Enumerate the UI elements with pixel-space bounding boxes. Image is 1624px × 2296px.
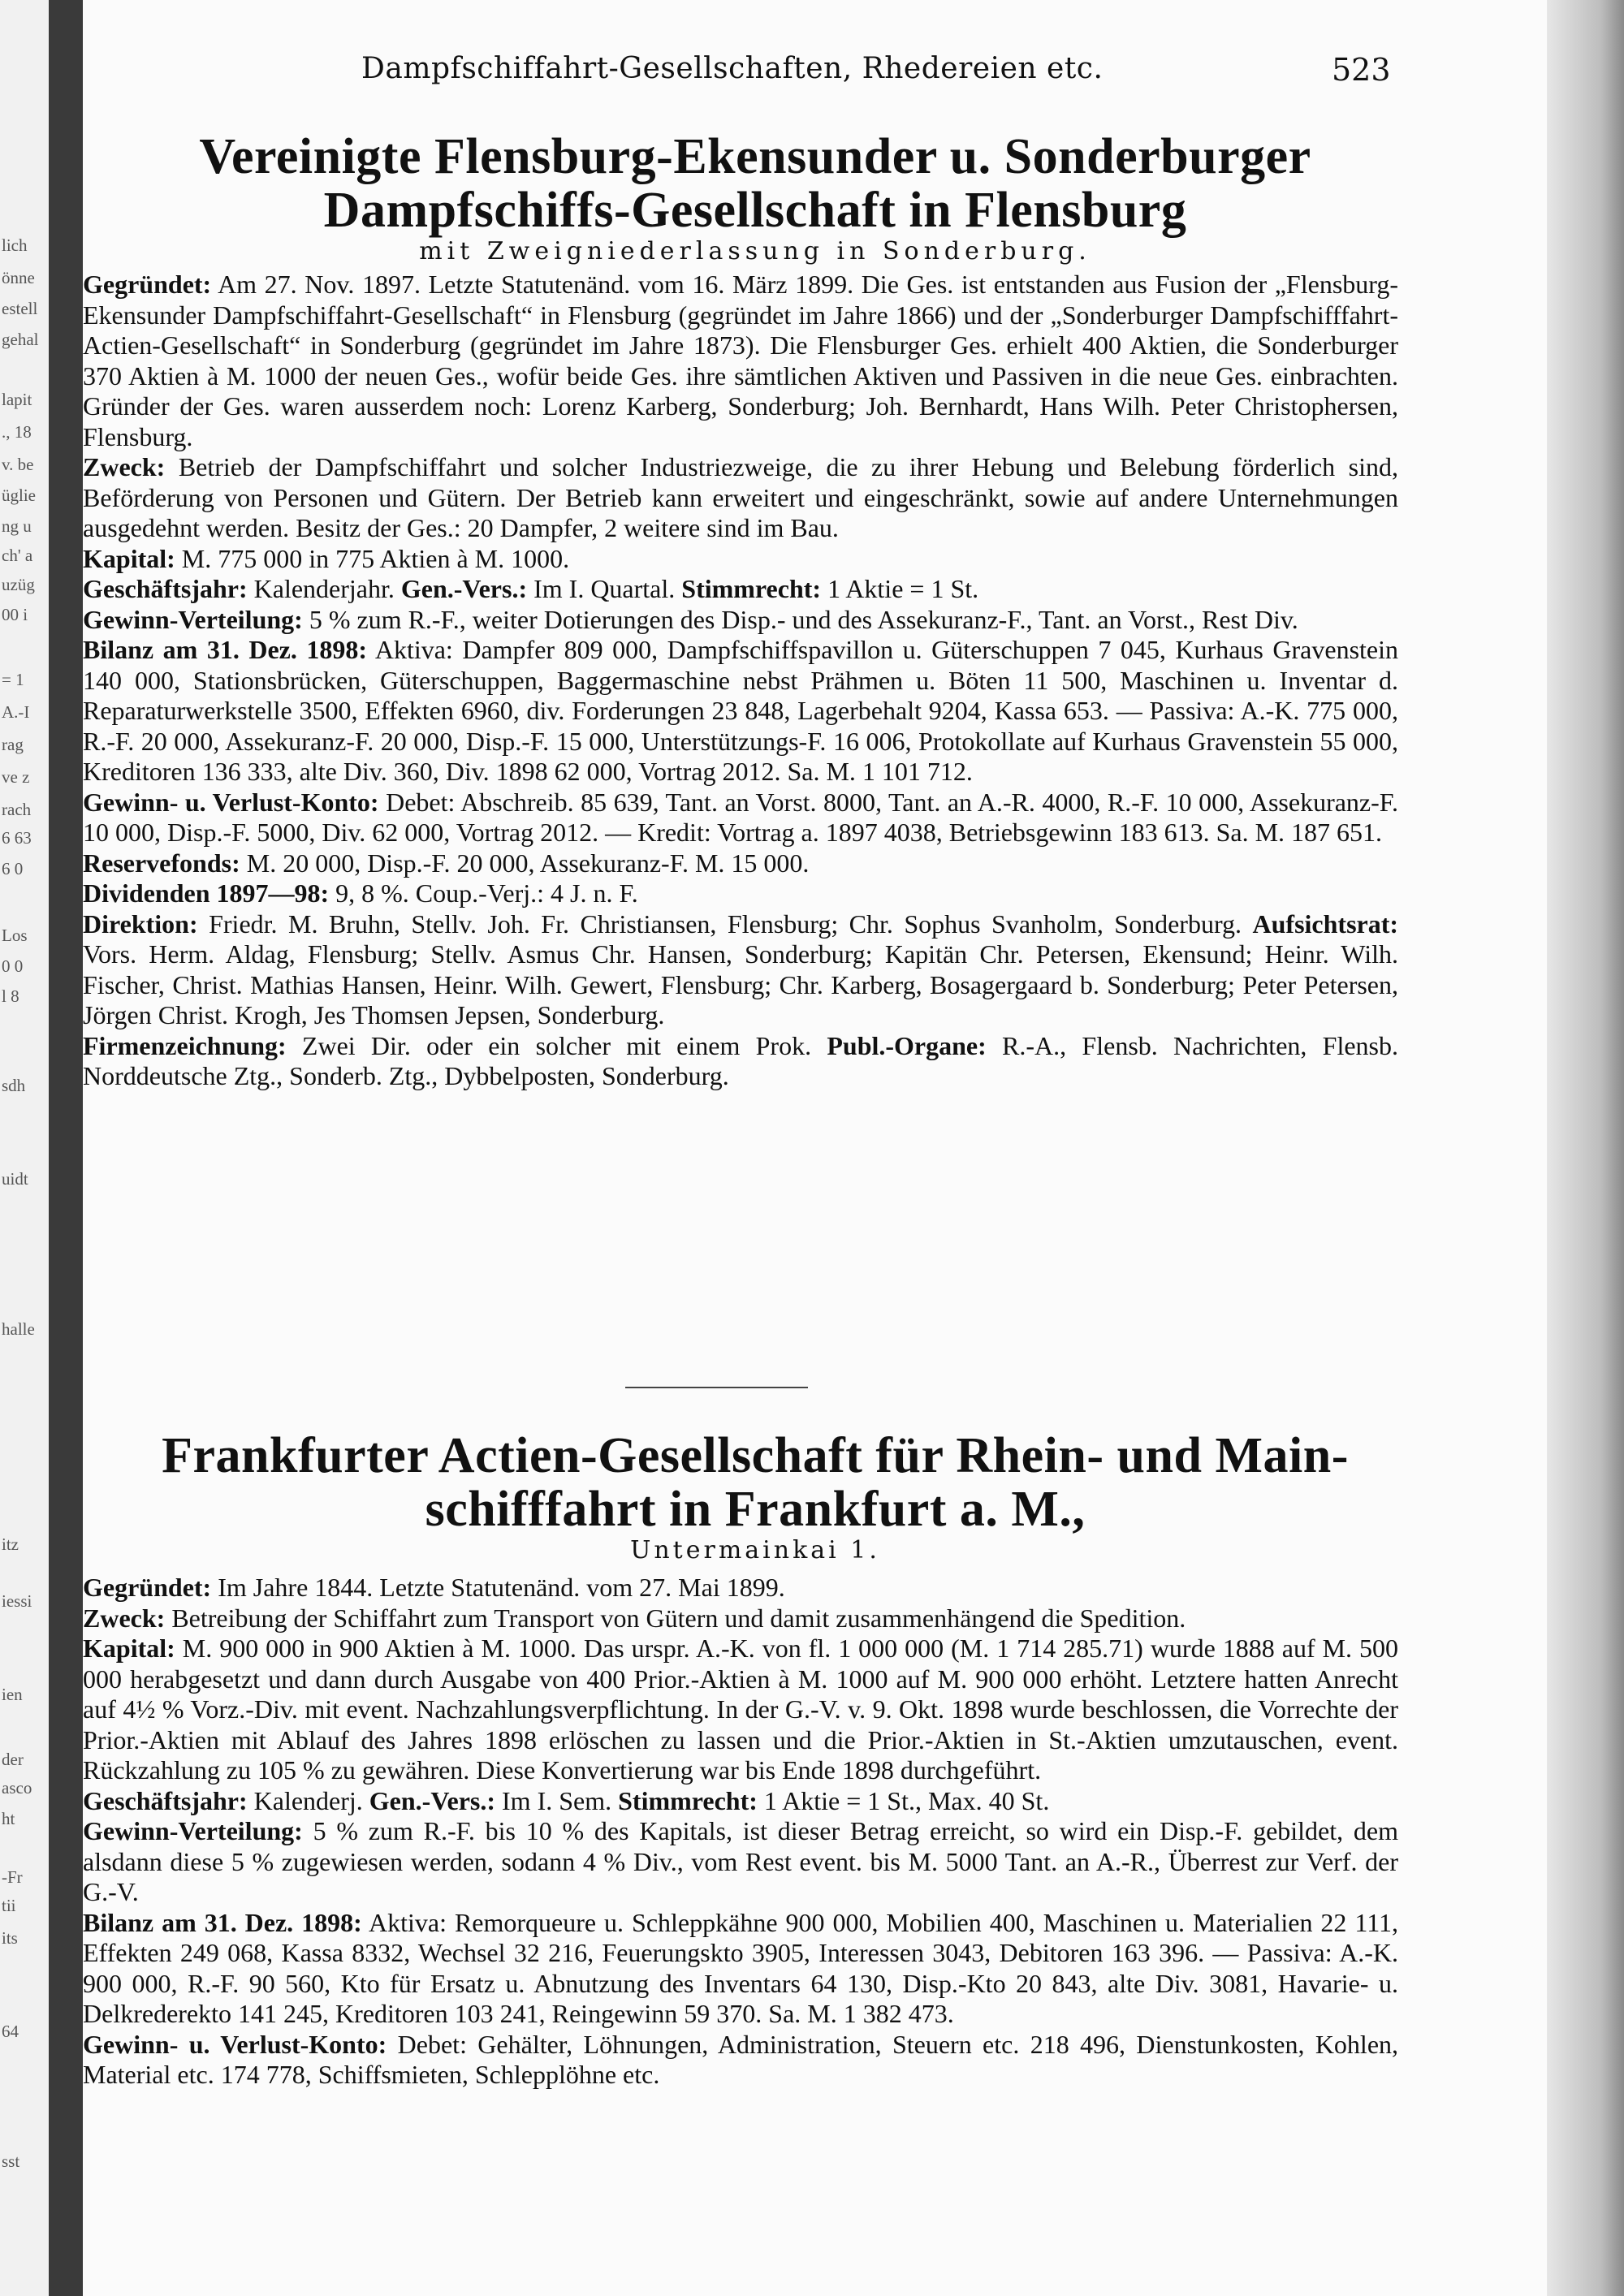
bleed-fragment: ., 18 <box>2 422 32 442</box>
bleed-fragment: iessi <box>2 1591 32 1611</box>
bleed-fragment: lapit <box>2 390 32 409</box>
section-firmenzeichnung: Firmenzeichnung: Zwei Dir. oder ein solcher mit einem Prok. Publ.-Organe: R.-A., Flensb. Nachrichten, Flensb. Norddeutsche Ztg., Sonderb. Ztg., Dybbelposten, Sonderburg. <box>83 1030 1398 1090</box>
bleed-fragment: halle <box>2 1319 35 1339</box>
bleed-fragment: rag <box>2 735 24 754</box>
bleed-fragment: uzüg <box>2 575 35 594</box>
bleed-fragment: ht <box>2 1809 15 1828</box>
bleed-fragment: ve z <box>2 767 30 787</box>
bleed-fragment: = 1 <box>2 670 24 689</box>
bleed-fragment: A.-I <box>2 702 30 722</box>
bleed-fragment: 6 63 <box>2 828 32 848</box>
page-edge-shadow <box>1547 0 1624 2296</box>
section-kapital: Kapital: M. 900 000 in 900 Aktien à M. 1000. Das urspr. A.-K. von fl. 1 000 000 (M. 1 714 285.71) wurde 1888 auf M. 500 000 herabgesetzt und dann durch Ausgabe von 400 Prior.-Aktien à M. 1000 auf M. 900 000 erhöht. Letztere hatten Anrecht auf 4½ % Vorz.-Div. mit event. Nachzahlungsverpflichtung. In der G.-V. v. 9. Okt. 1898 wurde beschlossen, die Vorrechte der Prior.-Aktien mit Ablauf des Jahres 1898 erlöschen zu lassen und die Prior.-Aktien in St.-Aktien umzutauschen, event. Rückzahlung zu 105 % zu gewähren. Diese Konvertierung war bis Ende 1898 durchgeführt. <box>83 1634 1399 1785</box>
bleed-fragment: sdh <box>2 1076 26 1095</box>
bleed-fragment: ch' a <box>2 546 33 565</box>
section-bilanz: Bilanz am 31. Dez. 1898: Aktiva: Dampfer 809 000, Dampfschiffspavillon u. Güterschuppen 7 045, Kurhaus Gravenstein 140 000, Stationsbrücken, Güterschuppen, Baggermaschine nebst Prähmen u. Böten 11 500, Maschinen u. Inventar d. Reparaturwerkstelle 3500, Effekten 6960, div. Forderungen 23 848, Lagerbehalt 9204, Kassa 653. — Passiva: A.-K. 775 000, R.-F. 20 000, Assekuranz-F. 20 000, Disp.-F. 15 000, Unterstützungs-F. 16 006, Protokollate auf Kurhaus Gravenstein 55 000, Kreditoren 136 333, alte Div. 360, Div. 1898 62 000, Vortrag 2012. Sa. M. 1 101 712. <box>83 635 1399 786</box>
bleed-fragment: Los <box>2 926 28 945</box>
company2-body <box>83 1573 1398 2091</box>
section-bilanz: Bilanz am 31. Dez. 1898: Aktiva: Remorqueure u. Schleppkähne 900 000, Mobilien 400, Maschinen u. Materialien 22 111, Effekten 249 068, Kassa 8332, Wechsel 32 216, Feuerungskto 3905, Interessen 3043, Debitoren 163 396. — Passiva: A.-K. 900 000, R.-F. 90 560, Kto für Ersatz u. Abnutzung des Inventars 64 130, Disp.-Kto 20 843, alte Div. 3081, Havarie- u. Delkrederekto 141 245, Kreditoren 103 241, Reingewinn 59 370. Sa. M. 1 382 473. <box>83 1907 1399 2028</box>
bleed-fragment: lich <box>2 235 28 255</box>
section-gewinn-verteilung: Gewinn-Verteilung: 5 % zum R.-F., weiter Dotierungen des Disp.- und des Assekuranz-F., Tant. an Vorst., Rest Div. <box>83 604 1298 634</box>
bleed-fragment: uidt <box>2 1169 28 1189</box>
section-reservefonds: Reservefonds: M. 20 000, Disp.-F. 20 000, Assekuranz-F. M. 15 000. <box>83 848 810 878</box>
section-gewinn-verlust: Gewinn- u. Verlust-Konto: Debet: Gehälter, Löhnungen, Administration, Steuern etc. 218 496, Dienstunkosten, Kohlen, Material etc. 174 778, Schiffsmieten, Schlepplöhne etc. <box>83 2029 1399 2089</box>
company1-title-line2: Dampfschiffs-Gesellschaft in Flensburg <box>323 183 1187 238</box>
section-gegruendet: Gegründet: Im Jahre 1844. Letzte Statutenänd. vom 27. Mai 1899. <box>83 1573 785 1602</box>
bleed-fragment: sst <box>2 2151 20 2171</box>
company1-body <box>83 270 1398 1092</box>
section-gegruendet: Gegründet: Am 27. Nov. 1897. Letzte Statutenänd. vom 16. März 1899. Die Ges. ist entstanden aus Fusion der „Flensburg-Ekensunder Dampfschiffahrt-Gesellschaft“ in Flensburg (gegründet im Jahre 1866) und der „Sonderburger Dampfschifffahrt-Actien-Gesellschaft“ in Sonderburg (gegründet im Jahre 1873). Die Flensburger Ges. erhielt 400 Aktien, die Sonderburger 370 Aktien à M. 1000 der neuen Ges., wofür beide Ges. ihre sämtlichen Aktiven und Passiven in die neue Ges. einbrachten. Gründer der Ges. waren ausserdem noch: Lorenz Karberg, Sonderburg; Joh. Bernhardt, Hans Wilh. Peter Christophersen, Flensburg. <box>83 270 1399 451</box>
section-geschaeftsjahr: Geschäftsjahr: Kalenderj. Gen.-Vers.: Im I. Sem. Stimmrecht: 1 Aktie = 1 St., Max. 40 St. <box>83 1785 1050 1815</box>
bleed-fragment: estell <box>2 299 38 318</box>
bleed-fragment: üglie <box>2 486 36 505</box>
running-head: Dampfschiffahrt-Gesellschaften, Rhedereien etc. <box>361 52 1104 85</box>
section-gewinn-verlust: Gewinn- u. Verlust-Konto: Debet: Abschreib. 85 639, Tant. an Vorst. 8000, Tant. an A.-R. 4000, R.-F. 10 000, Assekuranz-F. 10 000, Disp.-F. 5000, Div. 62 000, Vortrag 2012. — Kredit: Vortrag a. 1897 4038, Betriebsgewinn 183 613. Sa. M. 187 651. <box>83 787 1399 847</box>
company1-title-line1: Vereinigte Flensburg-Ekensunder u. Sonderburger <box>199 129 1311 184</box>
bleed-fragment: 64 <box>2 2022 19 2041</box>
bleed-fragment: l 8 <box>2 986 19 1006</box>
bleed-fragment: itz <box>2 1534 19 1554</box>
bleed-fragment: 6 0 <box>2 859 24 878</box>
bleed-fragment: 00 i <box>2 605 28 624</box>
section-zweck: Zweck: Betreibung der Schiffahrt zum Transport von Gütern und damit zusammenhängend die Spedition. <box>83 1603 1186 1633</box>
bleed-fragment: tii <box>2 1896 16 1915</box>
bleed-fragment: v. be <box>2 455 34 474</box>
bleed-fragment: ien <box>2 1685 23 1704</box>
bleed-fragment: its <box>2 1928 18 1948</box>
bleed-fragment: asco <box>2 1778 32 1798</box>
section-zweck: Zweck: Betrieb der Dampfschiffahrt und solcher Industriezweige, die zu ihrer Hebung und Belebung förderlich sind, Beförderung von Personen und Gütern. Der Betrieb kann erweitert und eingeschränkt, sowie auf andere Unternehmungen ausgedehnt werden. Besitz der Ges.: 20 Dampfer, 2 weitere sind im Bau. <box>83 452 1399 542</box>
bleed-fragment: rach <box>2 800 32 819</box>
section-gewinn-verteilung: Gewinn-Verteilung: 5 % zum R.-F. bis 10 % des Kapitals, ist dieser Betrag erreicht, so wird ein Disp.-F. gebildet, dem alsdann diese 5 % zugewiesen werden, sodann 4 % Div., vom Rest event. bis M. 5000 Tant. an A.-R., Überrest zur Verf. der G.-V. <box>83 1816 1398 1906</box>
section-kapital: Kapital: M. 775 000 in 775 Aktien à M. 1000. <box>83 543 570 573</box>
bleed-fragment: önne <box>2 268 35 287</box>
company2-title-line2: schifffahrt in Frankfurt a. M., <box>425 1482 1086 1537</box>
company1-subtitle: mit Zweigniederlassung in Sonderburg. <box>419 237 1091 265</box>
binding-shadow <box>49 0 83 2296</box>
bleed-fragment: -Fr <box>2 1867 23 1887</box>
company2-title-line1: Frankfurter Actien-Gesellschaft für Rhein- und Main- <box>162 1428 1349 1483</box>
bleed-fragment: ng u <box>2 516 32 536</box>
section-divider <box>625 1387 808 1388</box>
section-dividenden: Dividenden 1897—98: 9, 8 %. Coup.-Verj.: 4 J. n. F. <box>83 878 638 908</box>
section-direktion: Direktion: Friedr. M. Bruhn, Stellv. Joh. Fr. Christiansen, Flensburg; Chr. Sophus Svanholm, Sonderburg. Aufsichtsrat: Vors. Herm. Aldag, Flensburg; Stellv. Asmus Chr. Hansen, Sonderburg; Kapitän Chr. Petersen, Ekensund; Heinr. Wilh. Fischer, Christ. Mathias Hansen, Heinr. Wilh. Gewert, Flensburg; Chr. Karberg, Bosagergaard b. Sonderburg; Peter Petersen, Jörgen Christ. Krogh, Jes Thomsen Jepsen, Sonderburg. <box>83 908 1399 1029</box>
bleed-fragment: der <box>2 1750 24 1769</box>
page-number: 523 <box>1332 52 1391 88</box>
section-geschaeftsjahr: Geschäftsjahr: Kalenderjahr. Gen.-Vers.: Im I. Quartal. Stimmrecht: 1 Aktie = 1 St. <box>83 574 979 603</box>
company2-subtitle: Untermainkai 1. <box>630 1536 880 1564</box>
bleed-fragment: gehal <box>2 330 39 349</box>
bleed-fragment: 0 0 <box>2 956 24 976</box>
